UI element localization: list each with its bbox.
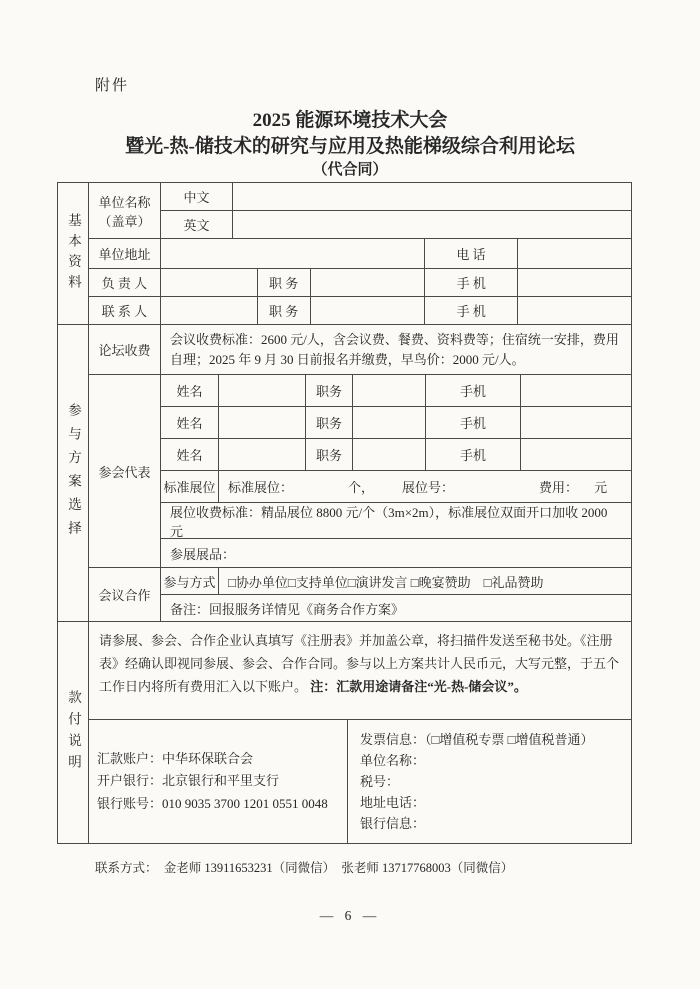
method-options-checkboxes: □协办单位□支持单位□演讲发言 □晚宴赞助 □礼品赞助 bbox=[219, 568, 632, 595]
cooperation-remark-row bbox=[161, 595, 632, 622]
delegate3-mobile-value-cell bbox=[521, 439, 632, 471]
delegate1-name-value-cell bbox=[219, 375, 306, 407]
delegate-row-1 bbox=[161, 375, 632, 407]
delegate1-position-label: 职务 bbox=[306, 375, 353, 407]
address-row bbox=[89, 239, 632, 269]
english-name-label: 英文 bbox=[161, 211, 233, 239]
invoice-tax-id-label: 税号： bbox=[360, 773, 400, 789]
title-line-1: 2025 能源环境技术大会 bbox=[252, 110, 448, 131]
booth-detail-cell bbox=[219, 471, 632, 503]
registration-form-table bbox=[57, 182, 632, 844]
delegate1-position-value-cell bbox=[353, 375, 426, 407]
contact-position-label: 职 务 bbox=[258, 297, 311, 325]
delegate1-mobile-label: 手机 bbox=[426, 375, 521, 407]
invoice-bank-info-label: 银行信息： bbox=[360, 816, 426, 832]
booth-fee-standard-text: 展位收费标准：精品展位 8800 元/个（3m×2m），标准展位双面开口加收 2000 元 bbox=[161, 503, 632, 539]
bank-invoice-row bbox=[89, 720, 632, 844]
unit-name-row bbox=[89, 183, 632, 239]
booth-fee-standard-row bbox=[161, 503, 632, 539]
document-title bbox=[0, 108, 700, 181]
delegate1-mobile-value-cell bbox=[521, 375, 632, 407]
delegate2-mobile-label: 手机 bbox=[426, 407, 521, 439]
title-line-3: （代合同） bbox=[312, 162, 388, 179]
title-line-2: 暨光-热-储技术的研究与应用及热能梯级综合利用论坛 bbox=[125, 135, 575, 157]
forum-fee-text: 会议收费标准：2600 元/人，含会议费、餐费、资料费等；住宿统一安排，费用自理；2025 年 9 月 30 日前报名并缴费，早鸟价：2000 元/人。 bbox=[161, 325, 632, 375]
delegate2-position-value-cell bbox=[353, 407, 426, 439]
delegate2-mobile-value-cell bbox=[521, 407, 632, 439]
unit-name-label bbox=[89, 183, 161, 239]
booth-count-unit: 个， bbox=[348, 480, 375, 495]
delegate3-mobile-label: 手机 bbox=[426, 439, 521, 471]
delegate3-name-value-cell bbox=[219, 439, 306, 471]
invoice-unit-name-label: 单位名称： bbox=[360, 752, 426, 768]
english-name-value-cell bbox=[233, 211, 632, 239]
invoice-header: 发票信息：（□增值税专票 □增值税普通） bbox=[360, 731, 594, 747]
booth-count-label: 标准展位： bbox=[228, 480, 294, 495]
bank-account-name: 汇款账户：中华环保联合会 bbox=[97, 751, 254, 767]
method-label: 参与方式 bbox=[161, 568, 219, 595]
contact-value-cell bbox=[161, 297, 258, 325]
payment-instructions-row bbox=[89, 622, 632, 720]
bank-branch-name: 开户银行：北京银行和平里支行 bbox=[97, 773, 280, 789]
delegate-row-2 bbox=[161, 407, 632, 439]
forum-fee-label: 论坛收费 bbox=[89, 325, 161, 375]
unit-name-label-line2: （盖章） bbox=[98, 213, 151, 229]
booth-label: 标准展位 bbox=[161, 471, 219, 503]
payment-note-text: 注：汇款用途请备注“光-热-储会议”。 bbox=[310, 678, 527, 694]
invoice-address-phone-label: 地址电话： bbox=[360, 795, 426, 811]
delegate2-position-label: 职务 bbox=[306, 407, 353, 439]
contact-position-value-cell bbox=[311, 297, 426, 325]
payment-instructions-text: 请参展、参会、合作企业认真填写《注册表》并加盖公章，将扫描件发送至秘书处。《注册表》经确认即视同参展、参会、合作合同。参与以上方案共计人民币元，大写元整，于五个工作日内将所有费用汇入以下账户。 bbox=[99, 633, 620, 694]
footer-contact-line: 联系方式： 金老师 13911653231（同微信） 张老师 13717768003（同微信） bbox=[95, 861, 514, 875]
booth-fee-label: 费用： bbox=[539, 480, 579, 495]
chinese-name-label: 中文 bbox=[161, 183, 233, 211]
principal-label: 负 责 人 bbox=[89, 269, 161, 297]
delegates-label: 参会代表 bbox=[89, 375, 161, 568]
bank-account-number: 银行账号：010 9035 3700 1201 0551 0048 bbox=[97, 795, 328, 811]
delegate3-position-value-cell bbox=[353, 439, 426, 471]
principal-row bbox=[89, 269, 632, 297]
exhibits-label: 参展展品： bbox=[161, 539, 632, 568]
attachment-label: 附件 bbox=[95, 78, 130, 94]
page-number: — 6 — bbox=[319, 908, 381, 923]
chinese-name-value-cell bbox=[233, 183, 632, 211]
principal-mobile-label: 手 机 bbox=[425, 269, 518, 297]
phone-value-cell bbox=[518, 239, 632, 269]
delegate2-name-label: 姓名 bbox=[161, 407, 219, 439]
remittance-account-cell bbox=[89, 720, 348, 844]
section-payment-label: 款付说明 bbox=[58, 622, 89, 844]
delegate3-position-label: 职务 bbox=[306, 439, 353, 471]
exhibits-row bbox=[161, 539, 632, 568]
principal-position-value-cell bbox=[311, 269, 426, 297]
delegate1-name-label: 姓名 bbox=[161, 375, 219, 407]
section-payment bbox=[58, 622, 632, 844]
unit-name-label-line1: 单位名称 bbox=[98, 194, 151, 210]
cooperation-remark-text: 备注：回报服务详情见《商务合作方案》 bbox=[161, 595, 632, 622]
delegate2-name-value-cell bbox=[219, 407, 306, 439]
section-basic-label: 基本资料 bbox=[58, 183, 89, 325]
section-basic-info bbox=[58, 183, 632, 325]
address-value-cell bbox=[161, 239, 425, 269]
payment-instructions-cell bbox=[89, 622, 632, 720]
booth-number-label: 展位号： bbox=[402, 480, 455, 495]
section-participation bbox=[58, 325, 632, 622]
contact-mobile-value-cell bbox=[518, 297, 632, 325]
cooperation-label: 会议合作 bbox=[89, 568, 161, 622]
booth-fee-unit: 元 bbox=[594, 480, 608, 495]
section-participation-label: 参与方案选择 bbox=[58, 325, 89, 622]
booth-row bbox=[161, 471, 632, 503]
principal-value-cell bbox=[161, 269, 258, 297]
delegate-row-3 bbox=[161, 439, 632, 471]
invoice-info-cell bbox=[348, 720, 632, 844]
delegates-group bbox=[89, 375, 632, 568]
delegate3-name-label: 姓名 bbox=[161, 439, 219, 471]
contact-row bbox=[89, 297, 632, 325]
principal-mobile-value-cell bbox=[518, 269, 632, 297]
forum-fee-row bbox=[89, 325, 632, 375]
cooperation-group bbox=[89, 568, 632, 622]
contact-label: 联 系 人 bbox=[89, 297, 161, 325]
participation-method-row bbox=[161, 568, 632, 595]
principal-position-label: 职 务 bbox=[258, 269, 311, 297]
address-label: 单位地址 bbox=[89, 239, 161, 269]
phone-label: 电 话 bbox=[425, 239, 518, 269]
contact-mobile-label: 手 机 bbox=[425, 297, 518, 325]
